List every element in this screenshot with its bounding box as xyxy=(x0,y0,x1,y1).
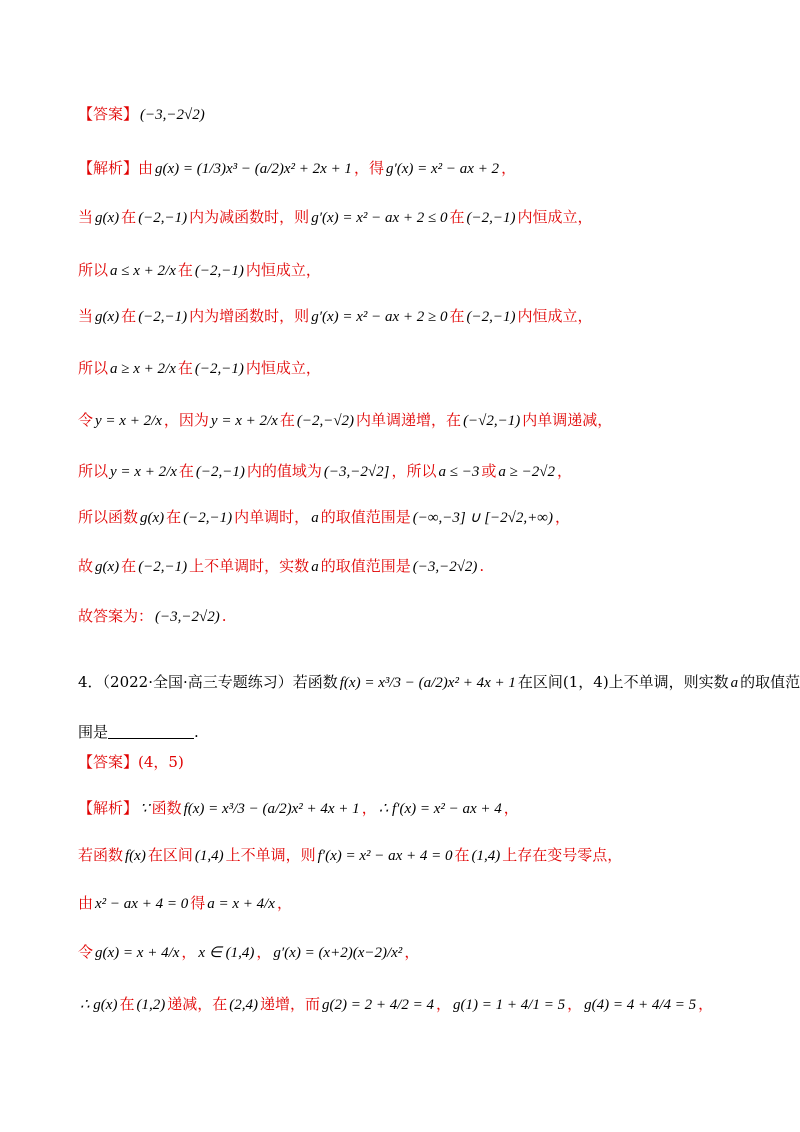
text-line xyxy=(78,606,227,627)
text-segment: 上不单调时，实数 xyxy=(189,557,310,575)
text-segment: 内单调递减， xyxy=(522,411,613,429)
math-expression: (−3,−2√2) xyxy=(140,107,205,123)
text-segment: ， xyxy=(181,943,197,961)
text-segment: . xyxy=(479,557,485,575)
text-segment: 所以 xyxy=(78,462,109,480)
text-line xyxy=(78,158,516,179)
text-segment: ， xyxy=(698,995,714,1013)
math-expression: y = x + 2/x xyxy=(95,413,162,429)
math-expression: f(x) xyxy=(125,848,146,864)
math-expression: g(x) = (1/3)x³ − (a/2)x² + 2x + 1 xyxy=(155,161,352,177)
text-line xyxy=(78,556,484,577)
text-segment: 在 xyxy=(121,208,137,226)
text-segment: 内为增函数时，则 xyxy=(189,307,310,325)
math-expression: (−2,−1) xyxy=(195,464,245,480)
text-segment: 当 xyxy=(78,307,94,325)
math-expression: ∵ xyxy=(140,801,150,817)
text-segment: 在 xyxy=(121,557,137,575)
text-segment: 或 xyxy=(481,462,497,480)
text-segment: 故 xyxy=(78,557,94,575)
text-segment: 所以 xyxy=(78,359,109,377)
text-segment: 的取值范围是 xyxy=(320,508,411,526)
math-expression: f(x) = x³/3 − (a/2)x² + 4x + 1 xyxy=(183,801,360,817)
text-segment: 在 xyxy=(119,995,135,1013)
math-expression: (−∞,−3] ∪ [−2√2,+∞) xyxy=(412,510,553,526)
math-expression: g(1) = 1 + 4/1 = 5 xyxy=(453,997,566,1013)
text-line xyxy=(78,358,321,379)
text-segment: 内为减函数时，则 xyxy=(189,208,310,226)
text-segment: 得 xyxy=(190,894,206,912)
math-expression: a xyxy=(311,559,319,575)
text-segment: 上不单调，则 xyxy=(225,846,316,864)
text-segment: 在 xyxy=(177,261,193,279)
text-segment: 的取值范围是 xyxy=(320,557,411,575)
text-segment: ， xyxy=(554,508,570,526)
text-segment: 故答案为： xyxy=(78,607,154,625)
text-segment: ，得 xyxy=(353,159,384,177)
text-segment: 在区间(1，4)上不单调，则实数 xyxy=(517,673,729,691)
text-segment: 内恒成立， xyxy=(517,307,593,325)
text-segment: 在 xyxy=(449,307,465,325)
text-segment: 在区间 xyxy=(147,846,193,864)
text-line xyxy=(78,507,570,528)
text-segment: 内恒成立， xyxy=(245,359,321,377)
text-segment: 内单调时， xyxy=(234,508,310,526)
math-expression: (−3,−2√2) xyxy=(155,609,220,625)
text-segment: 所以 xyxy=(78,261,109,279)
text-segment: ， xyxy=(404,943,420,961)
math-expression: g(x) xyxy=(140,510,165,526)
text-segment: 令 xyxy=(78,943,94,961)
math-expression: y = x + 2/x xyxy=(210,413,278,429)
text-segment: 当 xyxy=(78,208,94,226)
text-segment: 在 xyxy=(279,411,295,429)
text-segment: 递减，在 xyxy=(167,995,228,1013)
answer-blank xyxy=(108,724,194,739)
math-expression: a xyxy=(730,675,739,691)
text-segment: 内恒成立， xyxy=(517,208,593,226)
math-expression: a ≤ −3 xyxy=(438,464,480,480)
math-expression: a ≥ −2√2 xyxy=(498,464,555,480)
text-segment: ， xyxy=(361,799,377,817)
math-expression: x ∈ (1,4) xyxy=(198,945,255,961)
text-line xyxy=(78,798,519,819)
text-segment: 所以函数 xyxy=(78,508,139,526)
text-segment: 由 xyxy=(78,894,94,912)
math-expression: ∴ f′(x) = x² − ax + 4 xyxy=(378,801,502,817)
text-segment: 内恒成立， xyxy=(245,261,321,279)
text-segment: 【解析】 xyxy=(78,799,139,817)
text-segment: ， xyxy=(276,894,292,912)
math-expression: x² − ax + 4 = 0 xyxy=(95,896,189,912)
math-expression: g(x) xyxy=(95,210,120,226)
text-segment: 在 xyxy=(121,307,137,325)
text-line xyxy=(78,410,612,431)
math-expression: a ≥ x + 2/x xyxy=(110,361,176,377)
math-expression: f(x) = x³/3 − (a/2)x² + 4x + 1 xyxy=(339,675,516,691)
text-segment: 若函数 xyxy=(78,846,124,864)
math-expression: (−2,−1) xyxy=(138,309,188,325)
math-expression: (−3,−2√2] xyxy=(323,464,390,480)
text-segment: 4．（2022·全国·高三专题练习）若函数 xyxy=(78,673,338,691)
text-line xyxy=(78,672,800,693)
text-segment: 内的值域为 xyxy=(246,462,322,480)
math-expression: (−2,−1) xyxy=(183,510,233,526)
text-segment: 在 xyxy=(177,359,193,377)
text-line xyxy=(78,306,593,327)
text-line xyxy=(78,942,419,963)
math-expression: (2,4) xyxy=(229,997,258,1013)
text-segment: ， xyxy=(503,799,519,817)
text-segment: 在 xyxy=(449,208,465,226)
math-expression: g(2) = 2 + 4/2 = 4 xyxy=(322,997,435,1013)
text-segment: . xyxy=(221,607,227,625)
math-expression: a = x + 4/x xyxy=(207,896,275,912)
math-expression: a xyxy=(311,510,319,526)
text-segment: ， xyxy=(501,159,517,177)
math-expression: (−3,−2√2) xyxy=(412,559,478,575)
text-segment: . xyxy=(194,723,199,741)
text-segment: 【答案】 xyxy=(78,105,139,123)
text-segment: 【答案】(4，5) xyxy=(78,753,184,771)
text-line xyxy=(78,104,207,125)
text-segment: 【解析】由 xyxy=(78,159,154,177)
math-expression: f′(x) = x² − ax + 4 = 0 xyxy=(317,848,453,864)
math-expression: (−2,−√2) xyxy=(296,413,355,429)
math-expression: g′(x) = x² − ax + 2 ≥ 0 xyxy=(311,309,448,325)
text-segment: ，因为 xyxy=(163,411,209,429)
math-expression: g(x) xyxy=(95,309,120,325)
text-segment: ， xyxy=(567,995,583,1013)
math-expression: (1,2) xyxy=(136,997,166,1013)
math-expression: (−√2,−1) xyxy=(463,413,521,429)
text-segment: 在 xyxy=(178,462,194,480)
text-line xyxy=(78,260,321,281)
math-expression: ∴ g(x) xyxy=(80,997,118,1013)
text-line xyxy=(78,207,593,228)
math-expression: g(4) = 4 + 4/4 = 5 xyxy=(584,997,697,1013)
math-expression: (−2,−1) xyxy=(466,210,516,226)
text-line xyxy=(78,893,292,914)
text-line xyxy=(78,845,622,866)
math-expression: (−2,−1) xyxy=(194,361,244,377)
text-line xyxy=(78,461,572,482)
math-expression: (1,4) xyxy=(471,848,501,864)
text-segment: ，所以 xyxy=(391,462,437,480)
math-expression: (1,4) xyxy=(194,848,224,864)
math-expression: g′(x) = x² − ax + 2 ≤ 0 xyxy=(311,210,448,226)
math-expression: (−2,−1) xyxy=(138,210,188,226)
text-segment: 递增，而 xyxy=(259,995,320,1013)
math-expression: (−2,−1) xyxy=(138,559,188,575)
math-expression: g′(x) = x² − ax + 2 xyxy=(385,161,500,177)
text-segment: ， xyxy=(256,943,272,961)
math-expression: g(x) = x + 4/x xyxy=(95,945,180,961)
text-segment: 在 xyxy=(166,508,182,526)
text-line xyxy=(78,722,199,742)
math-expression: y = x + 2/x xyxy=(110,464,177,480)
text-segment: 函数 xyxy=(151,799,182,817)
text-segment: 令 xyxy=(78,411,94,429)
math-expression: (−2,−1) xyxy=(194,263,244,279)
math-expression: g(x) xyxy=(95,559,120,575)
text-segment: 围是 xyxy=(78,723,109,741)
text-segment: 的取值范 xyxy=(740,673,800,691)
text-segment: ， xyxy=(556,462,572,480)
text-segment: 在 xyxy=(454,846,470,864)
math-expression: a ≤ x + 2/x xyxy=(110,263,176,279)
math-expression: (−2,−1) xyxy=(466,309,516,325)
text-segment: ， xyxy=(436,995,452,1013)
text-segment: 内单调递增，在 xyxy=(356,411,462,429)
text-line xyxy=(78,752,184,772)
text-line xyxy=(78,994,713,1015)
text-segment: 上存在变号零点， xyxy=(502,846,623,864)
math-expression: g′(x) = (x+2)(x−2)/x² xyxy=(273,945,403,961)
